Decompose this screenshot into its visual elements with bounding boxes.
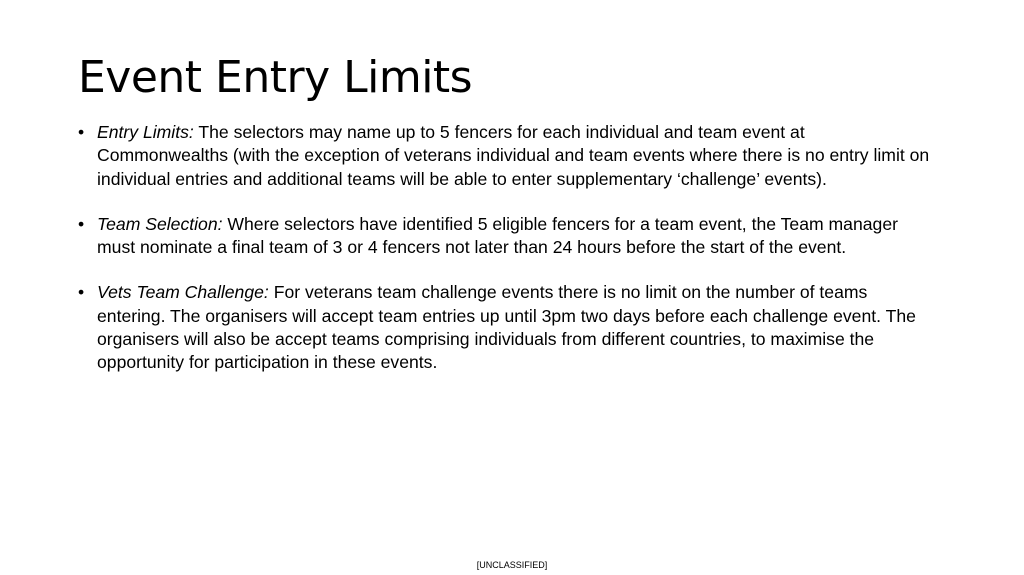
classification-footer: [UNCLASSIFIED] (476, 560, 548, 570)
bullet-lead: Entry Limits: (97, 122, 194, 142)
bullet-entry-limits (78, 121, 938, 191)
slide-title: Event Entry Limits (78, 52, 473, 103)
bullet-lead: Team Selection: (97, 213, 223, 234)
bullet-dot-icon: • (78, 282, 85, 303)
bullet-vets-team-challenge (78, 281, 938, 374)
bullet-list (78, 121, 938, 397)
bullet-team-selection (78, 213, 938, 260)
bullet-lead: Vets Team Challenge: (97, 282, 269, 303)
bullet-dot-icon: • (78, 213, 85, 234)
bullet-dot-icon: • (78, 122, 85, 142)
bullet-text: Where selectors have identified 5 eligible fencers for a team event, the Team manager must nominate a final team of 3 or 4 fencers not later than 24 hours before the start of the event. (97, 213, 898, 258)
bullet-text: For veterans team challenge events there is no limit on the number of teams entering. The organisers will accept team entries up until 3pm two days before each challenge event. The organisers will also be accept teams comprising individuals from different countries, to maximise the opportunity for participation in these events. (97, 282, 916, 373)
bullet-text: The selectors may name up to 5 fencers for each individual and team event at Commonwealths (with the exception of veterans individual and team events where there is no entry limit on individual entries and additional teams will be able to enter supplementary ‘challenge’ events). (97, 122, 930, 189)
